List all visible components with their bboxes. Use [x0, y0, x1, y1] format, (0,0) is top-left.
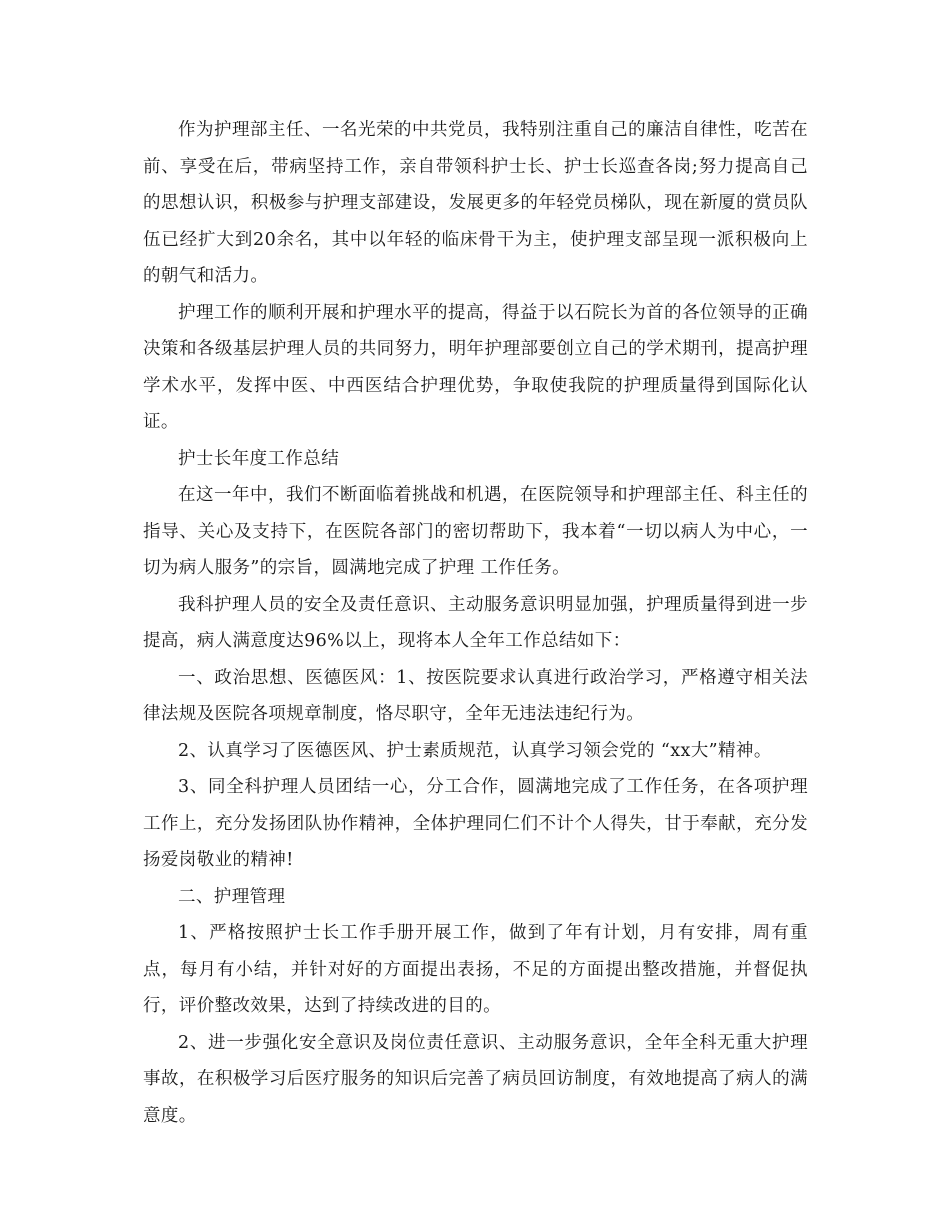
paragraph-safety-awareness: 我科护理人员的安全及责任意识、主动服务意识明显加强，护理质量得到进一步提高，病人满意度达96%以上，现将本人全年工作总结如下：: [143, 594, 808, 651]
paragraph-handbook: 1、严格按照护士长工作手册开展工作，做到了年有计划，月有安排，周有重点，每月有小结，并针对好的方面提出表扬，不足的方面提出整改措施，并督促执行，评价整改效果，达到了持续改进的目的。: [143, 923, 808, 1016]
paragraph-party-member: 作为护理部主任、一名光荣的中共党员，我特别注重自己的廉洁自律性，吃苦在前、享受在后，带病坚持工作，亲自带领科护士长、护士长巡查各岗;努力提高自己的思想认识，积极参与护理支部建设，发展更多的年轻党员梯队，现在新厦的赏员队伍已经扩大到20余名，其中以年轻的临床骨干为主，使护理支部呈现一派积极向上的朝气和活力。: [143, 120, 808, 286]
paragraph-teamwork: 3、同全科护理人员团结一心，分工合作，圆满地完成了工作任务，在各项护理工作上，充分发扬团队协作精神，全体护理同仁们不计个人得失，甘于奉献，充分发扬爱岗敬业的精神!: [143, 777, 808, 870]
section-title-nursing-management: 二、护理管理: [178, 886, 286, 907]
paragraph-political-thought: 一、政治思想、医德医风：1、按医院要求认真进行政治学习，严格遵守相关法律法规及医院各项规章制度，恪尽职守，全年无违法违纪行为。: [143, 667, 808, 724]
paragraph-nursing-progress: 护理工作的顺利开展和护理水平的提高，得益于以石院长为首的各位领导的正确决策和各级基层护理人员的共同努力，明年护理部要创立自己的学术期刊，提高护理学术水平，发挥中医、中西医结合护理优势，争取使我院的护理质量得到国际化认证。: [143, 302, 808, 432]
paragraph-challenges: 在这一年中，我们不断面临着挑战和机遇，在医院领导和护理部主任、科主任的指导、关心及支持下，在医院各部门的密切帮助下，我本着“一切以病人为中心，一切为病人服务”的宗旨，圆满地完成了护理 工作任务。: [143, 485, 808, 578]
paragraph-service-awareness: 2、进一步强化安全意识及岗位责任意识、主动服务意识，全年全科无重大护理事故，在积极学习后医疗服务的知识后完善了病员回访制度，有效地提高了病人的满意度。: [143, 1032, 808, 1126]
section-title-annual-summary: 护士长年度工作总结: [178, 448, 340, 469]
document-body: [143, 112, 808, 1134]
paragraph-ethics-study: 2、认真学习了医德医风、护士素质规范，认真学习领会党的 “xx大”精神。: [178, 740, 772, 761]
